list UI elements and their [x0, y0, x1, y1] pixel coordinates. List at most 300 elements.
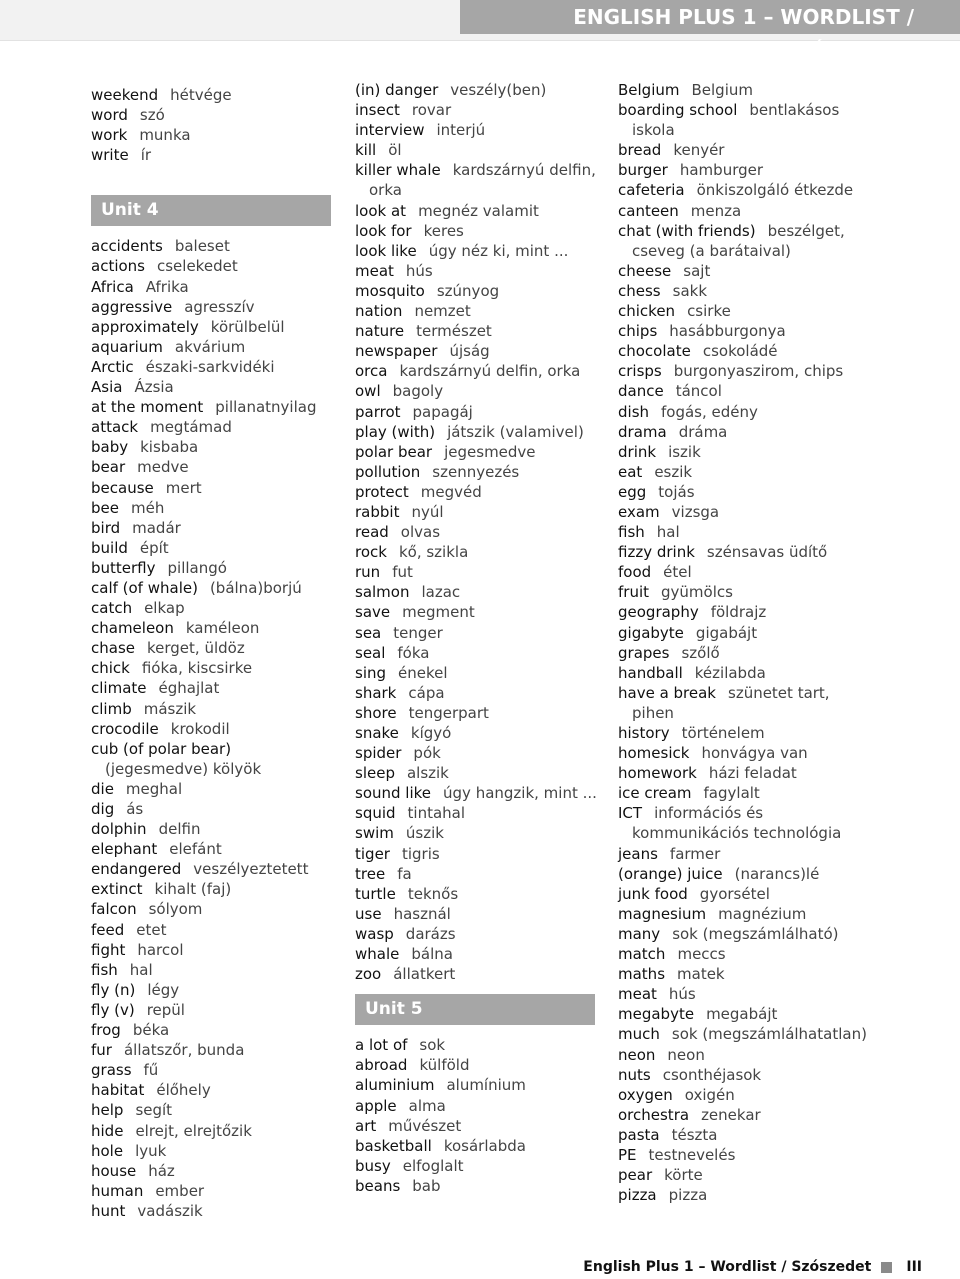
word-entry	[355, 643, 607, 663]
hungarian-translation: jegesmedve	[444, 442, 536, 461]
word-entry	[355, 442, 607, 462]
english-word: art	[355, 1116, 377, 1135]
hungarian-translation: önkiszolgáló étkezde	[696, 181, 854, 200]
word-entry	[91, 1161, 343, 1181]
word-entry	[91, 256, 343, 276]
english-word: handball	[618, 663, 683, 682]
page-title: ENGLISH PLUS 1 – WORDLIST / SZÓSZEDET	[460, 0, 960, 34]
word-entry	[355, 743, 607, 763]
english-word: look for	[355, 221, 412, 240]
word-entry	[355, 723, 607, 743]
english-word: (orange) juice	[618, 864, 723, 883]
hungarian-translation: teknős	[407, 884, 459, 903]
word-entry	[91, 739, 343, 779]
word-entry	[91, 1060, 343, 1080]
word-entry	[618, 964, 870, 984]
english-word: accidents	[91, 237, 163, 256]
word-entry	[91, 1040, 343, 1060]
word-entry	[618, 442, 870, 462]
english-word: hunt	[91, 1201, 126, 1220]
hungarian-translation: úgy hangzik, mint ...	[443, 784, 597, 803]
hungarian-translation: hús	[405, 261, 433, 280]
hungarian-translation: farmer	[669, 844, 721, 863]
english-word: pizza	[618, 1186, 657, 1205]
hungarian-translation: fut	[392, 563, 413, 582]
word-entry	[355, 783, 607, 803]
hungarian-translation: kardszárnyú delfin, orka	[369, 161, 596, 200]
word-entry	[91, 578, 343, 598]
english-word: homework	[618, 764, 697, 783]
english-word: protect	[355, 482, 409, 501]
english-word: approximately	[91, 317, 199, 336]
english-word: polar bear	[355, 442, 433, 461]
word-entry	[618, 602, 870, 622]
hungarian-translation: harcol	[137, 940, 184, 959]
hungarian-translation: lazac	[421, 583, 461, 602]
hungarian-translation: gyorsétel	[699, 884, 770, 903]
word-entry	[91, 658, 343, 678]
english-word: butterfly	[91, 558, 156, 577]
wordlist-column-3	[618, 80, 870, 1205]
word-entry	[91, 277, 343, 297]
hungarian-translation: úszik	[405, 824, 444, 843]
hungarian-translation: interjú	[436, 121, 486, 140]
english-word: parrot	[355, 402, 401, 421]
hungarian-translation: állatszőr, bunda	[123, 1041, 245, 1060]
english-word: many	[618, 924, 661, 943]
english-word: run	[355, 563, 381, 582]
word-entry	[618, 743, 870, 763]
word-entry	[618, 201, 870, 221]
hungarian-translation: étel	[663, 563, 692, 582]
english-word: egg	[618, 482, 647, 501]
hungarian-translation: alszik	[406, 764, 449, 783]
word-entry	[91, 297, 343, 317]
word-entry	[618, 783, 870, 803]
word-entry	[91, 1020, 343, 1040]
word-entry	[91, 357, 343, 377]
english-word: crocodile	[91, 719, 159, 738]
word-entry	[618, 1145, 870, 1165]
word-entry	[355, 623, 607, 643]
header-bar	[0, 0, 960, 63]
word-entry	[618, 1165, 870, 1185]
word-entry	[618, 221, 870, 261]
word-entry	[355, 502, 607, 522]
english-word: because	[91, 478, 154, 497]
hungarian-translation: segít	[135, 1101, 173, 1120]
hungarian-translation: sólyom	[148, 900, 203, 919]
unit-heading: Unit 4	[91, 195, 331, 226]
hungarian-translation: kosárlabda	[443, 1136, 526, 1155]
hungarian-translation: matek	[677, 965, 725, 984]
hungarian-translation: bagoly	[392, 382, 444, 401]
hungarian-translation: beszélget, cseveg (a barátaival)	[632, 221, 845, 260]
word-entry	[355, 1176, 607, 1196]
hungarian-translation: légy	[147, 980, 180, 999]
english-word: save	[355, 603, 391, 622]
word-entry	[91, 125, 343, 145]
english-word: insect	[355, 101, 400, 120]
hungarian-translation: elkap	[144, 599, 185, 618]
english-word: chocolate	[618, 342, 691, 361]
word-entry	[618, 361, 870, 381]
english-word: dolphin	[91, 820, 147, 839]
english-word: pasta	[618, 1125, 660, 1144]
word-entry	[91, 85, 343, 105]
english-word: seal	[355, 643, 386, 662]
english-word: chicken	[618, 302, 676, 321]
word-entry	[355, 763, 607, 783]
hungarian-translation: sok	[419, 1036, 446, 1055]
hungarian-translation: kerget, üldöz	[147, 639, 245, 658]
english-word: meat	[618, 985, 657, 1004]
hungarian-translation: szennyezés	[432, 462, 520, 481]
word-entry	[355, 944, 607, 964]
english-word: neon	[618, 1045, 656, 1064]
word-entry	[355, 683, 607, 703]
hungarian-translation: tojás	[658, 482, 695, 501]
word-entry	[355, 602, 607, 622]
word-entry	[91, 779, 343, 799]
english-word: snake	[355, 724, 399, 742]
word-entry	[355, 140, 607, 160]
english-word: fight	[91, 940, 126, 959]
word-entry	[91, 799, 343, 819]
word-entry	[91, 1201, 343, 1221]
hungarian-translation: újság	[449, 342, 490, 361]
section-gap	[91, 165, 343, 185]
english-word: gigabyte	[618, 623, 684, 642]
hungarian-translation: játszik (valamivel)	[447, 422, 584, 441]
english-word: history	[618, 724, 670, 742]
hungarian-translation: csirke	[687, 302, 731, 321]
english-word: frog	[91, 1021, 121, 1040]
english-word: geography	[618, 603, 699, 622]
hungarian-translation: körte	[664, 1166, 703, 1185]
word-entry	[618, 663, 870, 683]
word-entry	[355, 281, 607, 301]
hungarian-translation: meghal	[125, 779, 183, 798]
word-entry	[91, 618, 343, 638]
english-word: newspaper	[355, 342, 438, 361]
word-entry	[91, 337, 343, 357]
english-word: climb	[91, 699, 132, 718]
hungarian-translation: zenekar	[701, 1105, 761, 1124]
english-word: have a break	[618, 683, 716, 702]
word-entry	[91, 1080, 343, 1100]
word-entry	[355, 261, 607, 281]
hungarian-translation: táncol	[675, 382, 722, 401]
hungarian-translation: méh	[130, 498, 165, 517]
english-word: chameleon	[91, 619, 174, 638]
hungarian-translation: külföld	[419, 1056, 470, 1075]
hungarian-translation: természet	[416, 322, 492, 341]
word-entry	[355, 241, 607, 261]
word-entry	[618, 1125, 870, 1145]
hungarian-translation: ír	[140, 146, 152, 165]
hungarian-translation: dráma	[678, 422, 728, 441]
hungarian-translation: cselekedet	[157, 257, 238, 276]
hungarian-translation: medve	[137, 458, 189, 477]
word-entry	[618, 1024, 870, 1044]
hungarian-translation: madár	[132, 518, 181, 537]
word-entry	[355, 864, 607, 884]
word-entry	[91, 1141, 343, 1161]
hungarian-translation: burgonyaszirom, chips	[673, 362, 844, 381]
hungarian-translation: lyuk	[135, 1141, 167, 1160]
english-word: salmon	[355, 583, 410, 602]
english-word: fly (v)	[91, 1000, 135, 1019]
hungarian-translation: ás	[126, 800, 144, 818]
hungarian-translation: pillangó	[167, 558, 227, 577]
hungarian-translation: akvárium	[174, 337, 246, 356]
word-entry	[618, 1185, 870, 1205]
word-entry	[91, 859, 343, 879]
hungarian-translation: bab	[412, 1176, 441, 1195]
word-entry	[355, 1075, 607, 1095]
hungarian-translation: élőhely	[156, 1081, 211, 1100]
english-word: boarding school	[618, 101, 738, 120]
english-word: drink	[618, 442, 657, 461]
hungarian-translation: iszik	[668, 442, 701, 461]
english-word: fly (n)	[91, 980, 136, 999]
hungarian-translation: tintahal	[407, 804, 466, 823]
hungarian-translation: neon	[667, 1045, 705, 1064]
english-word: catch	[91, 599, 133, 618]
word-entry	[91, 417, 343, 437]
english-word: maths	[618, 965, 666, 984]
english-word: grass	[91, 1061, 132, 1080]
english-word: feed	[91, 920, 125, 939]
word-entry	[618, 462, 870, 482]
english-word: ice cream	[618, 784, 692, 803]
hungarian-translation: nemzet	[414, 302, 471, 321]
hungarian-translation: gigabájt	[695, 623, 758, 642]
english-word: fish	[91, 960, 118, 979]
word-entry	[618, 582, 870, 602]
word-entry	[91, 879, 343, 899]
wordlist-column-1	[91, 85, 343, 1221]
word-entry	[355, 361, 607, 381]
english-word: ICT	[618, 804, 643, 823]
english-word: magnesium	[618, 904, 707, 923]
english-word: fish	[618, 523, 645, 542]
english-word: burger	[618, 161, 668, 180]
english-word: cafeteria	[618, 181, 685, 200]
english-word: calf (of whale)	[91, 578, 198, 597]
hungarian-translation: sok (megszámlálhatatlan)	[671, 1025, 867, 1044]
english-word: Belgium	[618, 81, 680, 99]
hungarian-translation: (jegesmedve) kölyök	[105, 759, 262, 778]
word-entry	[618, 261, 870, 281]
word-entry	[618, 321, 870, 341]
word-entry	[91, 317, 343, 337]
word-entry	[355, 301, 607, 321]
hungarian-translation: pók	[413, 744, 441, 763]
hungarian-translation: meccs	[677, 945, 726, 964]
english-word: house	[91, 1161, 137, 1180]
word-entry	[91, 1121, 343, 1141]
word-entry	[355, 844, 607, 864]
hungarian-translation: fa	[397, 864, 412, 883]
word-entry	[618, 281, 870, 301]
word-entry	[618, 623, 870, 643]
english-word: help	[91, 1101, 124, 1120]
word-entry	[618, 160, 870, 180]
word-entry	[91, 920, 343, 940]
hungarian-translation: bentlakásos iskola	[632, 101, 840, 140]
word-entry	[618, 522, 870, 542]
word-entry	[355, 160, 607, 200]
hungarian-translation: papagáj	[412, 402, 473, 421]
hungarian-translation: megtámad	[150, 418, 232, 437]
hungarian-translation: kardszárnyú delfin, orka	[399, 362, 581, 381]
english-word: nation	[355, 302, 403, 321]
english-word: shore	[355, 703, 397, 722]
word-entry	[618, 984, 870, 1004]
hungarian-translation: szőlő	[681, 643, 720, 662]
english-word: drama	[618, 422, 667, 441]
hungarian-translation: olvas	[400, 523, 441, 542]
english-word: dig	[91, 800, 115, 818]
page-number: III	[906, 1259, 922, 1275]
word-entry	[355, 462, 607, 482]
english-word: cub (of polar bear)	[91, 739, 232, 758]
english-word: weekend	[91, 86, 159, 104]
english-word: abroad	[355, 1056, 408, 1075]
english-word: homesick	[618, 744, 690, 763]
word-entry	[91, 498, 343, 518]
word-entry	[355, 1035, 607, 1055]
word-entry	[355, 703, 607, 723]
word-entry	[618, 341, 870, 361]
english-word: exam	[618, 502, 660, 521]
word-entry	[355, 1116, 607, 1136]
english-word: basketball	[355, 1136, 432, 1155]
english-word: orca	[355, 362, 388, 381]
english-word: shark	[355, 683, 397, 702]
hungarian-translation: kaméleon	[185, 619, 260, 638]
hungarian-translation: szó	[139, 106, 165, 125]
hungarian-translation: hal	[656, 523, 680, 542]
hungarian-translation: vadászik	[137, 1201, 203, 1220]
english-word: chat (with friends)	[618, 221, 756, 240]
english-word: baby	[91, 438, 129, 457]
word-entry	[618, 562, 870, 582]
english-word: pollution	[355, 462, 421, 481]
hungarian-translation: sok (megszámlálható)	[672, 924, 839, 943]
hungarian-translation: tészta	[671, 1125, 718, 1144]
word-entry	[91, 538, 343, 558]
hungarian-translation: fióka, kiscsirke	[141, 659, 253, 678]
unit-heading: Unit 5	[355, 994, 595, 1025]
word-entry	[618, 864, 870, 884]
english-word: play (with)	[355, 422, 436, 441]
english-word: jeans	[618, 844, 658, 863]
word-entry	[355, 201, 607, 221]
word-entry	[355, 321, 607, 341]
hungarian-translation: oxigén	[684, 1085, 735, 1104]
hungarian-translation: elefánt	[169, 840, 222, 859]
english-word: busy	[355, 1156, 391, 1175]
english-word: Arctic	[91, 357, 134, 376]
word-entry	[355, 80, 607, 100]
english-word: apple	[355, 1096, 397, 1115]
hungarian-translation: fóka	[397, 643, 430, 662]
hungarian-translation: történelem	[681, 724, 765, 742]
hungarian-translation: Ázsia	[134, 378, 174, 397]
english-word: chips	[618, 322, 658, 341]
word-entry	[618, 643, 870, 663]
word-entry	[91, 980, 343, 1000]
word-entry	[355, 100, 607, 120]
hungarian-translation: pizza	[668, 1186, 708, 1205]
english-word: megabyte	[618, 1005, 695, 1024]
english-word: look like	[355, 241, 417, 260]
english-word: at the moment	[91, 398, 204, 417]
hungarian-translation: megment	[402, 603, 475, 622]
english-word: read	[355, 523, 389, 542]
hungarian-translation: fogás, edény	[661, 402, 758, 421]
word-entry	[618, 1105, 870, 1125]
hungarian-translation: fű	[143, 1061, 159, 1080]
word-entry	[91, 397, 343, 417]
hungarian-translation: baleset	[174, 237, 230, 256]
hungarian-translation: hús	[668, 985, 696, 1004]
english-word: die	[91, 779, 114, 798]
word-entry	[91, 145, 343, 165]
hungarian-translation: repül	[146, 1000, 185, 1019]
english-word: Asia	[91, 378, 123, 397]
english-word: sea	[355, 623, 382, 642]
hungarian-translation: szünetet tart, pihen	[632, 683, 830, 722]
word-entry	[618, 1004, 870, 1024]
footer-square-icon	[881, 1262, 892, 1273]
word-entry	[91, 699, 343, 719]
word-entry	[618, 1045, 870, 1065]
word-entry	[618, 140, 870, 160]
word-entry	[355, 1096, 607, 1116]
hungarian-translation: állatkert	[393, 965, 456, 984]
hungarian-translation: kő, szikla	[398, 543, 469, 562]
english-word: chase	[91, 639, 135, 658]
hungarian-translation: mászik	[143, 699, 197, 718]
english-word: (in) danger	[355, 81, 439, 99]
hungarian-translation: béka	[132, 1021, 170, 1040]
hungarian-translation: körülbelül	[210, 317, 285, 336]
english-word: elephant	[91, 840, 158, 859]
english-word: owl	[355, 382, 381, 401]
word-entry	[91, 377, 343, 397]
english-word: human	[91, 1181, 144, 1200]
english-word: PE	[618, 1145, 637, 1164]
english-word: build	[91, 538, 128, 557]
word-entry	[355, 341, 607, 361]
english-word: bee	[91, 498, 119, 517]
word-entry	[355, 1156, 607, 1176]
word-entry	[91, 960, 343, 980]
hungarian-translation: (bálna)borjú	[209, 578, 302, 597]
word-entry	[618, 502, 870, 522]
word-entry	[355, 1136, 607, 1156]
word-entry	[618, 422, 870, 442]
english-word: nuts	[618, 1065, 651, 1084]
word-entry	[355, 924, 607, 944]
english-word: interview	[355, 121, 425, 140]
english-word: beans	[355, 1176, 401, 1195]
word-entry	[618, 80, 870, 100]
